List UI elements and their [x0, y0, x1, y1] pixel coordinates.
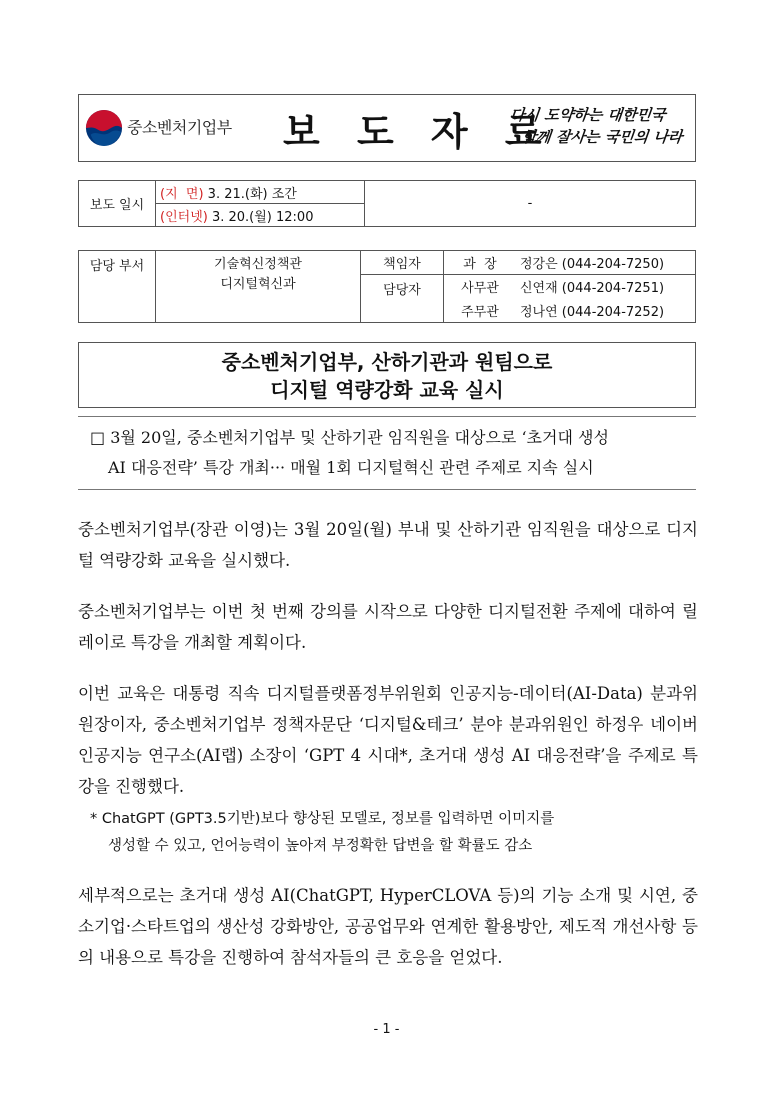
body-paragraph-2: 중소벤처기업부는 이번 첫 번째 강의를 시작으로 다양한 디지털전환 주제에 대하여 릴레이로 특강을 개최할 계획이다.	[78, 602, 698, 652]
body-paragraph-1: 중소벤처기업부(장관 이영)는 3월 20일(월) 부내 및 산하기관 임직원을 대상으로 디지털 역량강화 교육을 실시했다.	[78, 520, 698, 570]
page-number: - 1 -	[373, 1022, 400, 1037]
summary-line-2: AI 대응전략’ 특강 개최··· 매월 1회 디지털혁신 관련 주제로 지속 실시	[108, 458, 594, 477]
contact-title: 사무관	[444, 275, 517, 299]
release-note: -	[365, 181, 696, 227]
contact-title: 과 장	[444, 251, 517, 275]
slogan-line-1: 다시 도약하는 대한민국	[509, 106, 667, 124]
contact-table	[78, 250, 696, 323]
manager-label: 담당자	[361, 275, 444, 323]
summary	[78, 416, 696, 490]
body-paragraph-3: 이번 교육은 대통령 직속 디지털플랫폼정부위원회 인공지능-데이터(AI-Data) 분과위원장이자, 중소벤처기업부 정책자문단 ‘디지털&테크’ 분야 분과위원인 하정우 네이버 인공지능 연구소(AI랩) 소장이 ‘GPT 4 시대*, 초거대 생성 AI 대응전략’을 주제로 특강을 진행했다.	[78, 684, 698, 796]
contact-person: 정강은 (044-204-7250)	[516, 251, 696, 275]
online-release	[156, 204, 365, 227]
contact-title: 주무관	[444, 299, 517, 323]
release-label: 보도 일시	[79, 181, 156, 227]
org-name: 중소벤처기업부	[127, 118, 232, 137]
release-info-table	[78, 180, 696, 227]
body-paragraph-4: 세부적으로는 초거대 생성 AI(ChatGPT, HyperCLOVA 등)의 기능 소개 및 시연, 중소기업·스타트업의 생산성 강화방안, 공공업무와 연계한 활용방안, 제도적 개선사항 등의 내용으로 특강을 진행하여 참석자들의 큰 호응을 얻었다.	[78, 886, 698, 967]
press-release-title: 보 도 자 료	[283, 110, 554, 154]
online-label: (인터넷)	[160, 209, 208, 225]
footnote-line-2: 생성할 수 있고, 언어능력이 높아져 부정확한 답변을 할 확률도 감소	[108, 838, 533, 854]
contact-person: 정나연 (044-204-7252)	[516, 299, 696, 323]
slogan-line-2: 함께 잘사는 국민의 나라	[520, 128, 684, 146]
headline-line-1: 중소벤처기업부, 산하기관과 원팀으로	[221, 350, 553, 374]
government-emblem-icon	[85, 109, 123, 147]
print-release	[156, 181, 365, 204]
press-header	[78, 94, 696, 162]
responsible-label: 책임자	[361, 251, 444, 275]
dept-label: 담당 부서	[79, 251, 156, 323]
dept-line-1: 기술혁신정책관	[214, 257, 302, 272]
dept-line-2: 디지털혁신과	[220, 277, 296, 292]
headline-line-2: 디지털 역량강화 교육 실시	[270, 378, 504, 402]
dept-name	[156, 251, 361, 323]
print-label: (지 면)	[160, 186, 204, 202]
slogan	[507, 104, 692, 148]
footnote-line-1: * ChatGPT (GPT3.5기반)보다 향상된 모델로, 정보를 입력하면 이미지를	[90, 811, 555, 827]
contact-person: 신연재 (044-204-7251)	[516, 275, 696, 299]
print-time: 3. 21.(화) 조간	[207, 186, 297, 202]
summary-line-1: □ 3월 20일, 중소벤처기업부 및 산하기관 임직원을 대상으로 ‘초거대 생성	[90, 428, 609, 447]
online-time: 3. 20.(월) 12:00	[211, 209, 314, 225]
headline	[78, 342, 696, 408]
footnote	[90, 806, 690, 860]
